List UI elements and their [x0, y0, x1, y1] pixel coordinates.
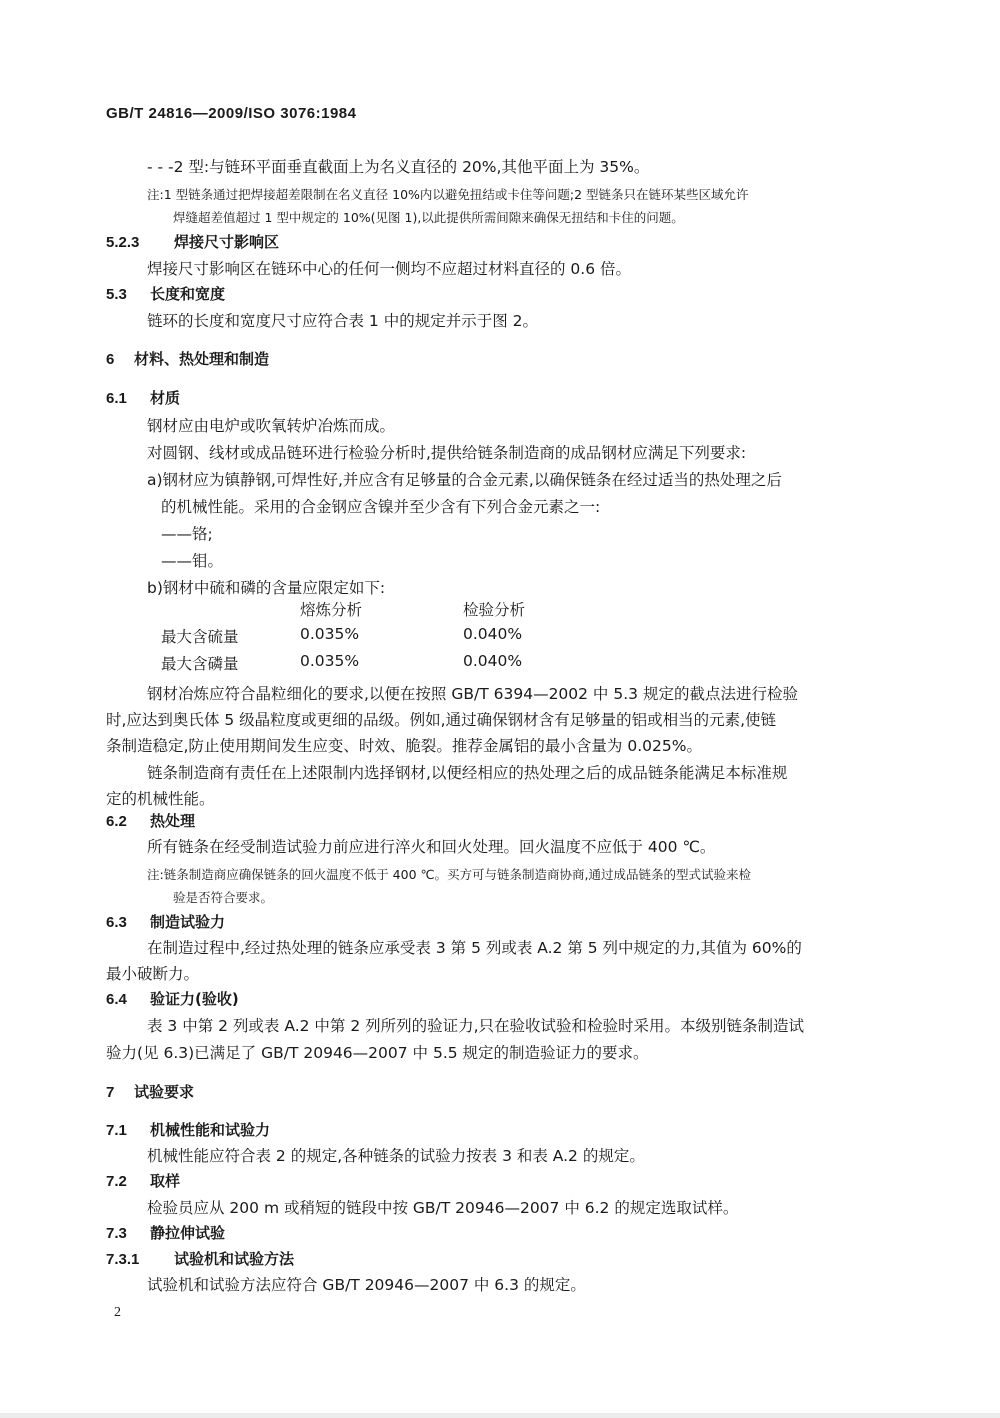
table-cell: 0.035%	[300, 652, 360, 670]
heading-number: 6.1	[106, 390, 127, 407]
chapter-heading-6	[106, 348, 269, 369]
section-heading-5-2-3	[106, 231, 279, 252]
heading-number: 6	[106, 351, 115, 368]
paragraph-line: 焊接尺寸影响区在链环中心的任何一侧均不应超过材料直径的 0.6 倍。	[147, 260, 632, 278]
note-line: 焊缝超差值超过 1 型中规定的 10%(见图 1),以此提供所需间隙来确保无扭结和卡住的问题。	[173, 210, 684, 225]
section-heading-7-2	[106, 1170, 180, 1191]
table-header: 检验分析	[463, 601, 526, 619]
paragraph-line: 链环的长度和宽度尺寸应符合表 1 中的规定并示于图 2。	[147, 312, 539, 330]
table-row-label: 最大含磷量	[161, 655, 239, 673]
paragraph-line: 表 3 中第 2 列或表 A.2 中第 2 列所列的验证力,只在验收试验和检验时采用。本级别链条制造试	[147, 1017, 805, 1035]
heading-title: 热处理	[150, 812, 196, 830]
list-item-a: a)钢材应为镇静钢,可焊性好,并应含有足够量的合金元素,以确保链条在经过适当的热处理之后	[147, 471, 782, 489]
paragraph-line: 验力(见 6.3)已满足了 GB/T 20946—2007 中 5.5 规定的制造验证力的要求。	[106, 1044, 649, 1062]
table-header: 熔炼分析	[300, 601, 363, 619]
paragraph-line: 最小破断力。	[106, 965, 200, 983]
page-bottom-edge	[0, 1413, 1000, 1418]
paragraph-line: 条制造稳定,防止使用期间发生应变、时效、脆裂。推荐金属铝的最小含量为 0.025%。	[106, 737, 702, 755]
heading-title: 验证力(验收)	[150, 990, 239, 1008]
section-heading-6-1	[106, 387, 180, 408]
heading-number: 7	[106, 1084, 115, 1101]
heading-title: 材料、热处理和制造	[134, 350, 270, 368]
table-cell: 0.040%	[463, 652, 523, 670]
heading-number: 6.4	[106, 991, 127, 1008]
heading-title: 试验机和试验方法	[174, 1250, 295, 1268]
section-heading-6-3	[106, 911, 225, 932]
note-line: 注:1 型链条通过把焊接超差限制在名义直径 10%内以避免扭结或卡住等问题;2 型链条只在链环某些区域允许	[147, 187, 749, 202]
heading-number: 5.2.3	[106, 234, 140, 251]
section-heading-5-3	[106, 283, 225, 304]
paragraph-line: 试验机和试验方法应符合 GB/T 20946—2007 中 6.3 的规定。	[147, 1276, 586, 1294]
list-item-b: b)钢材中硫和磷的含量应限定如下:	[147, 579, 386, 597]
heading-title: 焊接尺寸影响区	[174, 233, 280, 251]
paragraph-line: 钢材应由电炉或吹氧转炉冶炼而成。	[147, 417, 396, 435]
composition-table	[0, 598, 1000, 676]
heading-number: 6.3	[106, 914, 127, 931]
paragraph-line: 钢材冶炼应符合晶粒细化的要求,以便在按照 GB/T 6394—2002 中 5.3 规定的截点法进行检验	[147, 685, 798, 703]
heading-number: 6.2	[106, 813, 127, 830]
heading-number: 7.3.1	[106, 1251, 140, 1268]
section-heading-6-2	[106, 810, 195, 831]
heading-number: 7.3	[106, 1225, 127, 1242]
chapter-heading-7	[106, 1081, 194, 1102]
table-cell: 0.035%	[300, 625, 360, 643]
paragraph-line: 所有链条在经受制造试验力前应进行淬火和回火处理。回火温度不应低于 400 ℃。	[147, 838, 716, 856]
heading-number: 7.1	[106, 1122, 127, 1139]
dash-item: ——钼。	[161, 552, 224, 570]
list-item-a-cont: 的机械性能。采用的合金钢应含镍并至少含有下列合金元素之一:	[161, 498, 601, 516]
heading-title: 机械性能和试验力	[150, 1121, 271, 1139]
heading-title: 静拉伸试验	[150, 1224, 226, 1242]
standard-id: GB/T 24816—2009/ISO 3076:1984	[106, 105, 357, 122]
page-number: 2	[114, 1305, 121, 1320]
table-row-label: 最大含硫量	[161, 628, 239, 646]
heading-title: 制造试验力	[150, 913, 226, 931]
section-heading-7-3	[106, 1222, 225, 1243]
section-heading-6-4	[106, 988, 239, 1009]
paragraph-line: 对圆钢、线材或成品链环进行检验分析时,提供给链条制造商的成品钢材应满足下列要求:	[147, 444, 747, 462]
table-cell: 0.040%	[463, 625, 523, 643]
paragraph-line: 在制造过程中,经过热处理的链条应承受表 3 第 5 列或表 A.2 第 5 列中规定的力,其值为 60%的	[147, 939, 802, 957]
paragraph-line: 检验员应从 200 m 或稍短的链段中按 GB/T 20946—2007 中 6.2 的规定选取试样。	[147, 1199, 739, 1217]
paragraph-line: 链条制造商有责任在上述限制内选择钢材,以便经相应的热处理之后的成品链条能满足本标准规	[147, 764, 788, 782]
dash-item: ——铬;	[161, 525, 213, 543]
heading-title: 长度和宽度	[150, 285, 226, 303]
paragraph-line: 时,应达到奥氏体 5 级晶粒度或更细的品级。例如,通过确保钢材含有足够量的铝或相当的元素,使链	[106, 711, 776, 729]
heading-title: 材质	[150, 389, 181, 407]
section-heading-7-1	[106, 1119, 270, 1140]
paragraph-line: - - -2 型:与链环平面垂直截面上为名义直径的 20%,其他平面上为 35%。	[147, 158, 650, 176]
note-line: 注:链条制造商应确保链条的回火温度不低于 400 ℃。买方可与链条制造商协商,通过成品链条的型式试验来检	[147, 867, 752, 882]
paragraph-line: 定的机械性能。	[106, 790, 215, 808]
note-line: 验是否符合要求。	[173, 890, 274, 905]
section-heading-7-3-1	[106, 1248, 294, 1269]
heading-number: 7.2	[106, 1173, 127, 1190]
heading-title: 试验要求	[134, 1083, 195, 1101]
paragraph-line: 机械性能应符合表 2 的规定,各种链条的试验力按表 3 和表 A.2 的规定。	[147, 1147, 645, 1165]
heading-title: 取样	[150, 1172, 181, 1190]
heading-number: 5.3	[106, 286, 127, 303]
